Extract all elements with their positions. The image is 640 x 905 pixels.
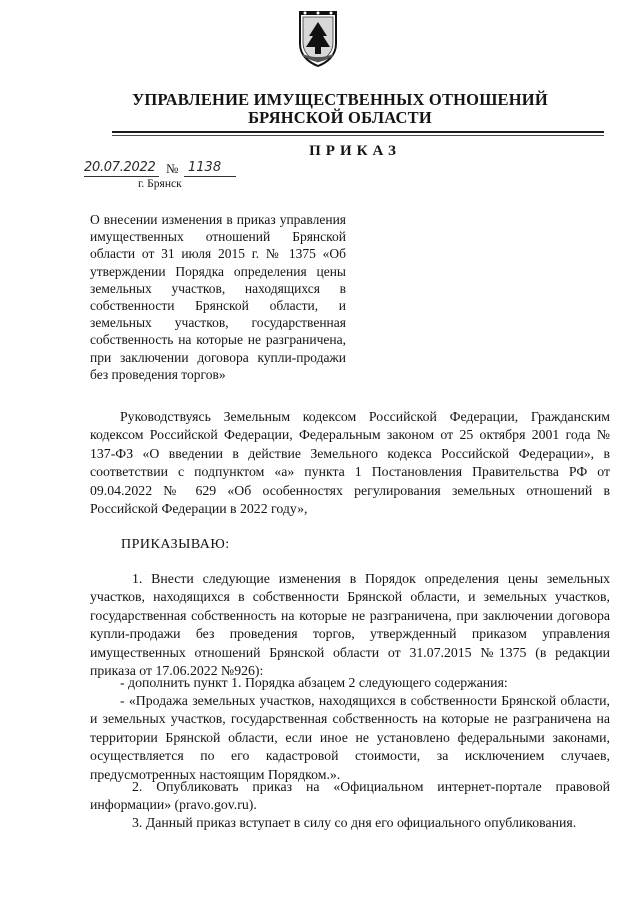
coat-of-arms-icon [296, 10, 340, 68]
document-number: 1138 [188, 160, 222, 175]
item-1-subitem-1: - дополнить пункт 1. Порядка абзацем 2 следующего содержания: [120, 675, 508, 690]
document-date: 20.07.2022 [84, 160, 156, 175]
document-subject: О внесении изменения в приказ управления имущественных отношений Брянской области от 31 июля 2015 г. № 1375 «Об утверждении Порядка определения цены земельных участков, находящихся в собственности Брянской области, и земельных участков, государственная собственность на которые не разграничена, при заключении договора купли-продажи без проведения торгов» [90, 212, 346, 382]
org-name-line2: БРЯНСКОЙ ОБЛАСТИ [248, 108, 432, 127]
header-divider [112, 131, 604, 133]
number-underline [184, 176, 236, 177]
header-divider-thin [112, 135, 604, 136]
date-number-line [84, 160, 234, 180]
document-city: г. Брянск [138, 178, 182, 190]
date-underline [84, 176, 159, 177]
number-sign: № [166, 161, 179, 176]
preamble-paragraph: Руководствуясь Земельным кодексом Российской Федерации, Гражданским кодексом Российской Федерации, Федеральным законом от 25 октября 2001 года № 137-ФЗ «О введении в действие Земельного кодекса Российской Федерации», в соответствии с подпунктом «а» пункта 1 Постановления Правительства РФ от 09.04.2022 № 629 «Об особенностях регулирования земельных отношений в Российской Федерации в 2022 году», [90, 409, 610, 517]
item-2-paragraph: 2. Опубликовать приказ на «Официальном интернет-портале правовой информации» (pravo.gov.ru). [90, 779, 610, 813]
item-1-paragraph: 1. Внести следующие изменения в Порядок определения цены земельных участков, находящихся в собственности Брянской области, и земельных участков, государственная собственность на которые не разграничена, при заключении договора купли-продажи без проведения торгов, утвержденный приказом управления имущественных отношений Брянской области от 31.07.2015 №1375 (в редакции приказа от 17.06.2022 №926): [90, 571, 610, 679]
org-name-line1: УПРАВЛЕНИЕ ИМУЩЕСТВЕННЫХ ОТНОШЕНИЙ [132, 90, 548, 109]
item-3-paragraph: 3. Данный приказ вступает в силу со дня его официального опубликования. [132, 815, 577, 830]
order-keyword: ПРИКАЗЫВАЮ: [121, 537, 230, 552]
document-title: ПРИКАЗ [309, 143, 401, 159]
item-1-subitem-2: - «Продажа земельных участков, находящихся в собственности Брянской области, и земельных участков, государственная собственность на которые не разграничена на территории Брянской области, если иное не установлено федеральными законами, осуществляется по его кадастровой стоимости, за исключением случаев, предусмотренных настоящим Порядком.». [90, 693, 610, 782]
